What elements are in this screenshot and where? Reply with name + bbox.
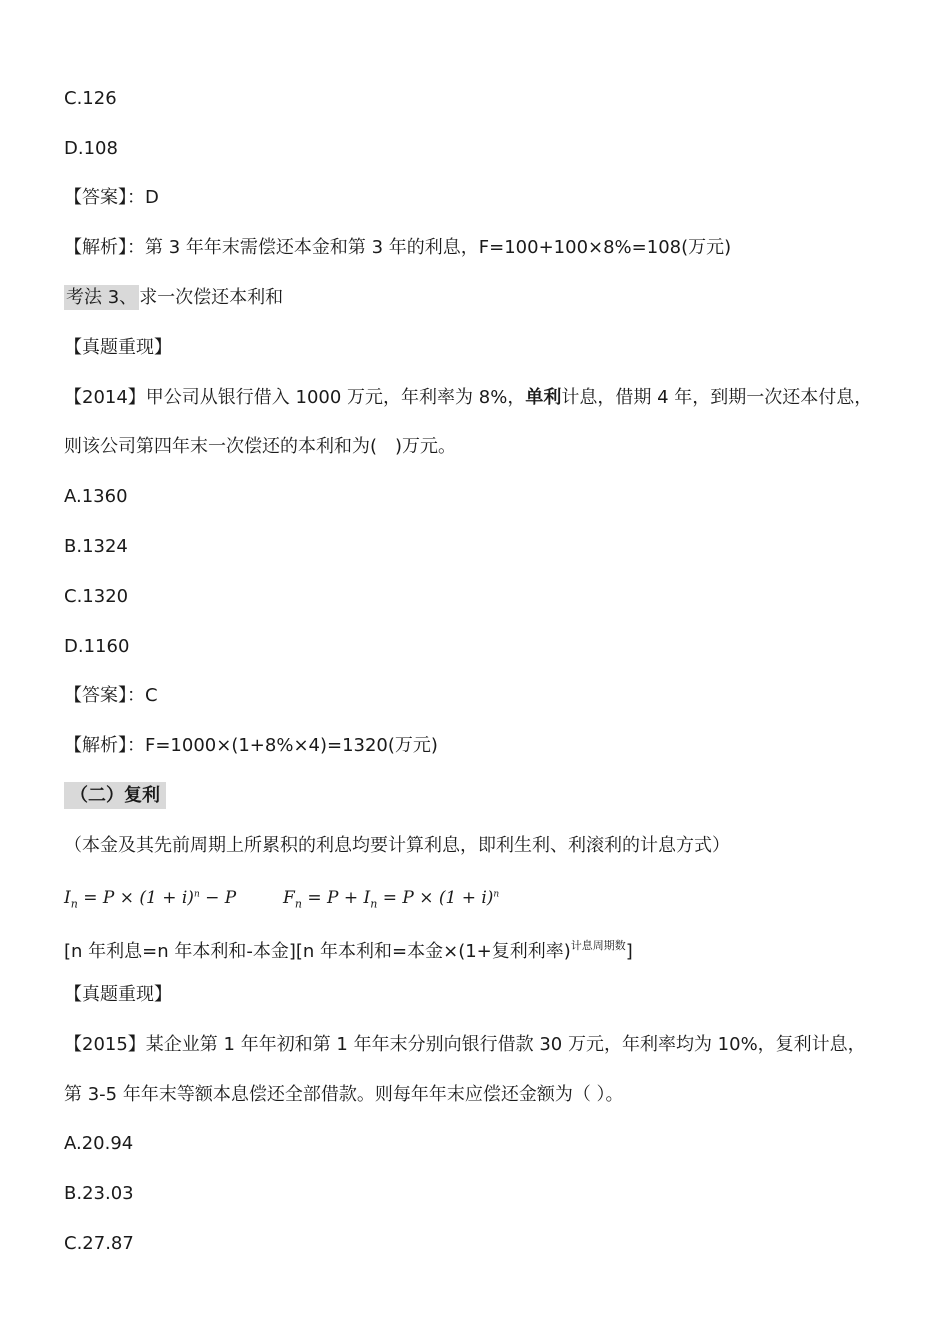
method-3-heading — [64, 285, 283, 311]
q3-option-b: B.23.03 — [64, 1183, 134, 1204]
q2-answer: 【答案】：C — [64, 685, 158, 706]
q2-option-a: A.1360 — [64, 486, 128, 507]
compound-text-rule — [64, 933, 633, 965]
q2-stem-line-1 — [64, 385, 872, 411]
q3-stem-line-2: 第 3-5 年年末等额本息偿还全部借款。则每年年末应偿还金额为（ ）。 — [64, 1084, 624, 1105]
formula-future-value: $F_n = P + I_n = P \times (1 + i)^n$ — [283, 887, 500, 911]
q3-stem-line-1: 【2015】某企业第 1 年年初和第 1 年年末分别向银行借款 30 万元，年利率均为 10%，复利计息， — [64, 1034, 866, 1055]
q1-option-d: D.108 — [64, 138, 118, 159]
q2-option-d: D.1160 — [64, 636, 130, 657]
q2-stem-bold: 单利 — [525, 387, 562, 408]
q3-heading: 【真题重现】 — [64, 984, 172, 1005]
method-3-title: 求一次偿还本利和 — [139, 287, 284, 308]
compound-interest-title — [64, 783, 166, 809]
text-rule-sup: 计息周期数 — [570, 939, 626, 952]
q3-option-a: A.20.94 — [64, 1133, 134, 1154]
q1-option-c: C.126 — [64, 88, 117, 109]
q1-analysis: 【解析】：第 3 年年末需偿还本金和第 3 年的利息，F=100+100×8%=108(万元) — [64, 237, 732, 258]
q2-option-b: B.1324 — [64, 536, 128, 557]
compound-description: （本金及其先前周期上所累积的利息均要计算利息，即利生利、利滚利的计息方式） — [64, 835, 730, 856]
q1-answer: 【答案】：D — [64, 187, 159, 208]
q2-stem-pre: 【2014】甲公司从银行借入 1000 万元，年利率为 8%， — [64, 387, 526, 408]
q3-option-c: C.27.87 — [64, 1233, 134, 1254]
q2-analysis: 【解析】：F=1000×(1+8%×4)=1320(万元) — [64, 735, 438, 756]
compound-title-text: （二）复利 — [64, 782, 166, 809]
text-rule-main: [n 年利息=n 年本利和-本金][n 年本利和=本金×(1+复利利率) — [64, 941, 571, 962]
compound-formula — [64, 881, 499, 917]
q2-option-c: C.1320 — [64, 586, 129, 607]
q2-stem-post: 计息，借期 4 年，到期一次还本付息， — [561, 387, 873, 408]
q2-stem-line-2: 则该公司第四年末一次偿还的本利和为( )万元。 — [64, 436, 457, 457]
formula-interest: $I_n = P \times (1 + i)^n - P$ — [64, 887, 237, 911]
q2-heading: 【真题重现】 — [64, 337, 172, 358]
method-3-label: 考法 3、 — [66, 287, 138, 308]
text-rule-end: ] — [625, 941, 633, 962]
